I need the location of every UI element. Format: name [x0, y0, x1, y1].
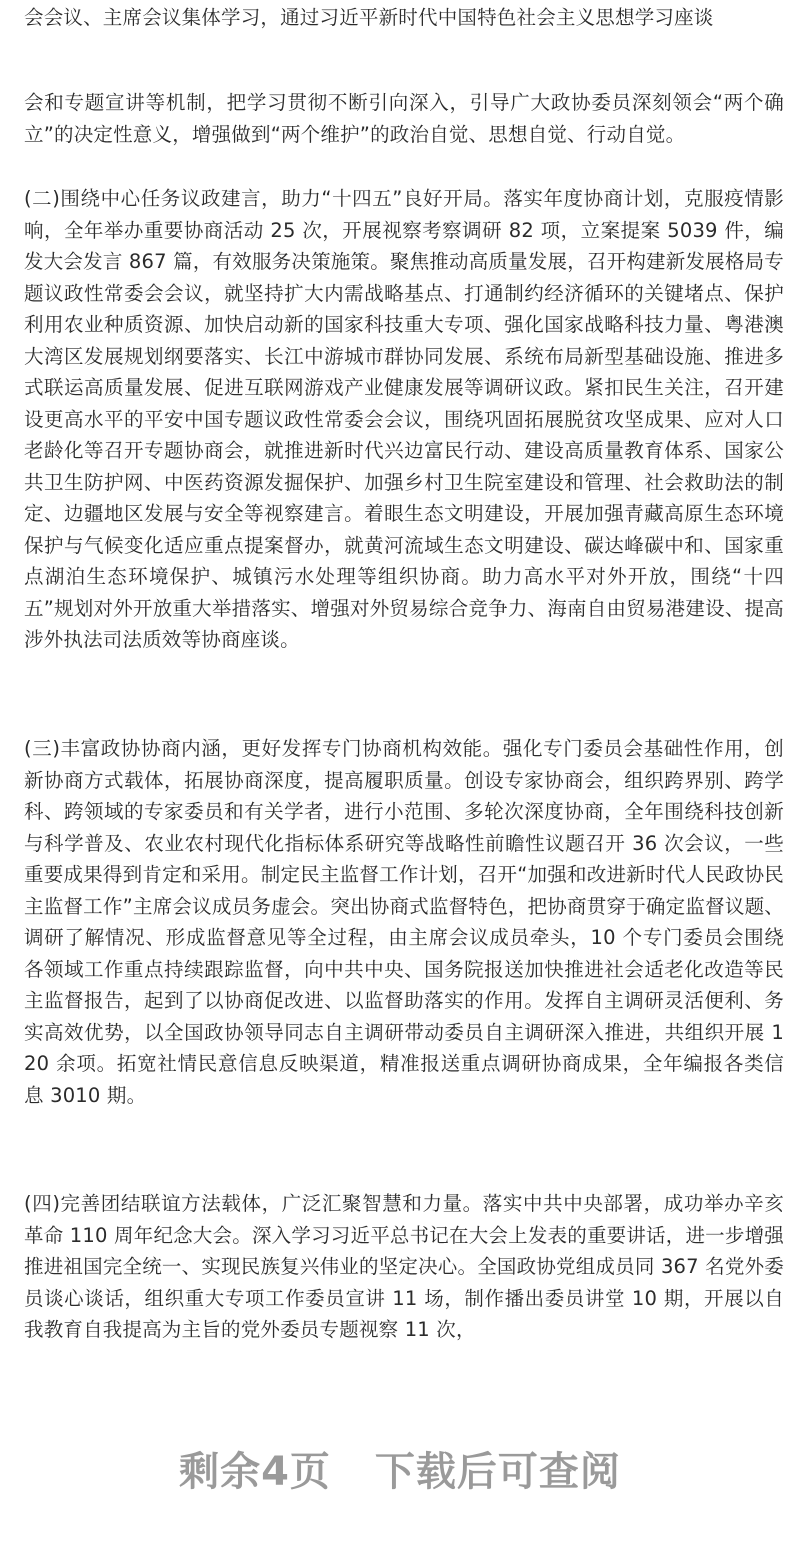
paragraph-section-4: (四)完善团结联谊方法载体，广泛汇聚智慧和力量。落实中共中央部署，成功举办辛亥革命 110 周年纪念大会。深入学习习近平总书记在大会上发表的重要讲话，进一步增强推进祖国完全统一、实现民族复兴伟业的坚定决心。全国政协党组成员同 367 名党外委员谈心谈话，组织重大专项工作委员宣讲 11 场，制作播出委员讲堂 10 期，开展以自我教育自我提高为主旨的党外委员专题视察 11 次，: [24, 1192, 784, 1341]
paragraph-section-2: (二)围绕中心任务议政建言，助力“十四五”良好开局。落实年度协商计划，克服疫情影响，全年举办重要协商活动 25 次，开展视察考察调研 82 项，立案提案 5039 件，编发大会发言 867 篇，有效服务决策施策。聚焦推动高质量发展，召开构建新发展格局专题议政性常委会会议，就坚持扩大内需战略基点、打通制约经济循环的关键堵点、保护利用农业种质资源、加快启动新的国家科技重大专项、强化国家战略科技力量、粤港澳大湾区发展规划纲要落实、长江中游城市群协同发展、系统布局新型基础设施、推进多式联运高质量发展、促进互联网游戏产业健康发展等调研议政。紧扣民生关注，召开建设更高水平的平安中国专题议政性常委会会议，围绕巩固拓展脱贫攻坚成果、应对人口老龄化等召开专题协商会，就推进新时代兴边富民行动、建设高质量教育体系、国家公共卫生防护网、中医药资源发掘保护、加强乡村卫生院室建设和管理、社会救助法的制定、边疆地区发展与安全等视察建言。着眼生态文明建设，开展加强青藏高原生态环境保护与气候变化适应重点提案督办，就黄河流域生态文明建设、碳达峰碳中和、国家重点湖泊生态环境保护、城镇污水处理等组织协商。助力高水平对外开放，围绕“十四五”规划对外开放重大举措落实、增强对外贸易综合竞争力、海南自由贸易港建设、提高涉外执法司法质效等协商座谈。: [24, 187, 784, 651]
paragraph-continuation: 会和专题宣讲等机制，把学习贯彻不断引向深入，引导广大政协委员深刻领会“两个确立”的决定性意义，增强做到“两个维护”的政治自觉、思想自觉、行动自觉。: [24, 91, 784, 146]
remaining-pages-label: 剩余4页: [179, 1449, 331, 1495]
paragraph-section-3: (三)丰富政协协商内涵，更好发挥专门协商机构效能。强化专门委员会基础性作用，创新协商方式载体，拓展协商深度，提高履职质量。创设专家协商会，组织跨界别、跨学科、跨领域的专家委员和有关学者，进行小范围、多轮次深度协商，全年围绕科技创新与科学普及、农业农村现代化指标体系研究等战略性前瞻性议题召开 36 次会议，一些重要成果得到肯定和采用。制定民主监督工作计划，召开“加强和改进新时代人民政协民主监督工作”主席会议成员务虚会。突出协商式监督特色，把协商贯穿于确定监督议题、调研了解情况、形成监督意见等全过程，由主席会议成员牵头，10 个专门委员会围绕各领域工作重点持续跟踪监督，向中共中央、国务院报送加快推进社会适老化改造等民主监督报告，起到了以协商促改进、以监督助落实的作用。发挥自主调研灵活便利、务实高效优势，以全国政协领导同志自主调研带动委员自主调研深入推进，共组织开展 120 余项。拓宽社情民意信息反映渠道，精准报送重点调研协商成果，全年编报各类信息 3010 期。: [24, 737, 784, 1107]
download-to-view-label[interactable]: 下载后可查阅: [374, 1449, 621, 1495]
paragraph-continuation-top: 会会议、主席会议集体学习，通过习近平新时代中国特色社会主义思想学习座谈: [24, 6, 714, 29]
download-prompt[interactable]: [0, 1440, 800, 1497]
